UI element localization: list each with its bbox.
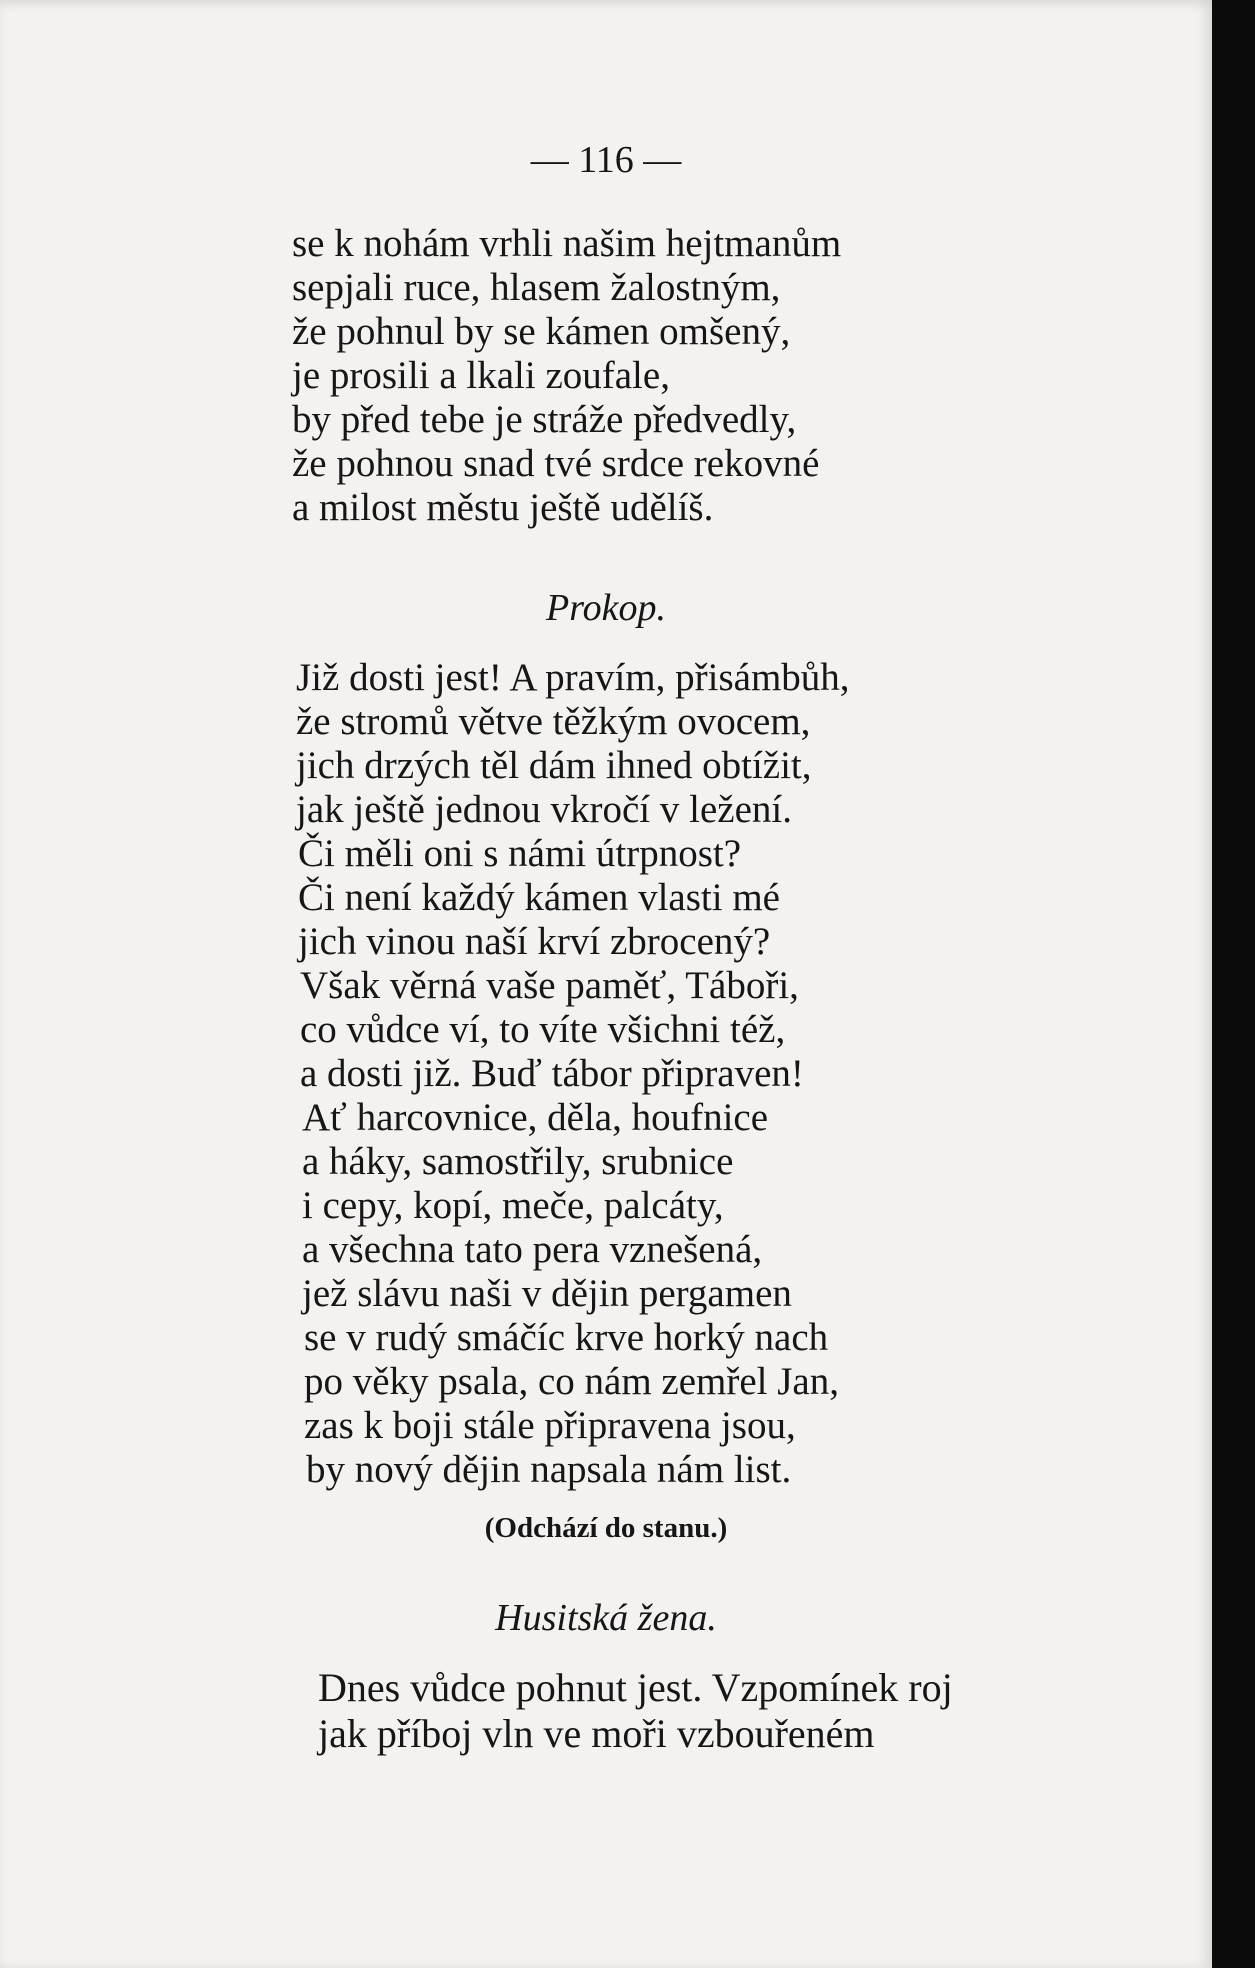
verse-line: je prosili a lkali zoufale, — [292, 354, 670, 397]
verse-line: a háky, samostřily, srubnice — [302, 1140, 734, 1183]
verse-line: po věky psala, co nám zemřel Jan, — [304, 1360, 839, 1403]
verse-line: jež slávu naši v dějin pergamen — [302, 1272, 792, 1315]
verse-line: jich vinou naší krví zbrocený? — [298, 920, 771, 963]
verse-line: že pohnou snad tvé srdce rekovné — [292, 442, 820, 485]
verse-line: Či měli oni s námi útrpnost? — [298, 832, 742, 875]
verse-line: jich drzých těl dám ihned obtížit, — [296, 744, 812, 787]
scan-border — [1212, 0, 1255, 1968]
verse-line: se k nohám vrhli našim hejtmanům — [292, 222, 842, 265]
verse-line: zas k boji stále připravena jsou, — [304, 1404, 796, 1447]
verse-line: že pohnul by se kámen omšený, — [292, 310, 791, 353]
speaker-heading: Husitská žena. — [495, 1597, 717, 1639]
verse-line: Však věrná vaše paměť, Táboři, — [300, 964, 799, 1007]
verse-line: se v rudý smáčíc krve horký nach — [304, 1316, 829, 1359]
page-number: — 116 — — [530, 139, 682, 181]
speaker-heading: Prokop. — [546, 587, 666, 629]
verse-line: sepjali ruce, hlasem žalostným, — [292, 266, 781, 309]
verse-line: jak ještě jednou vkročí v ležení. — [296, 788, 792, 831]
verse-line: i cepy, kopí, meče, palcáty, — [302, 1184, 724, 1227]
verse-line: by nový dějin napsala nám list. — [306, 1448, 792, 1491]
stage-direction: (Odchází do stanu.) — [484, 1512, 728, 1544]
verse-line: Či není každý kámen vlasti mé — [298, 876, 780, 919]
verse-line: Dnes vůdce pohnut jest. Vzpomínek roj — [318, 1665, 953, 1710]
verse-line: co vůdce ví, to víte všichni též, — [300, 1008, 786, 1051]
verse-line: a milost městu ještě udělíš. — [292, 486, 714, 529]
verse-line: jak příboj vln ve moři vzbouřeném — [318, 1711, 875, 1756]
verse-line: že stromů větve těžkým ovocem, — [296, 700, 811, 743]
verse-line: a všechna tato pera vznešená, — [302, 1228, 763, 1271]
verse-line: Již dosti jest! A pravím, přisámbůh, — [296, 656, 850, 699]
verse-line: a dosti již. Buď tábor připraven! — [300, 1052, 804, 1095]
verse-line: by před tebe je stráže předvedly, — [292, 398, 797, 441]
verse-line: Ať harcovnice, děla, houfnice — [302, 1096, 769, 1139]
